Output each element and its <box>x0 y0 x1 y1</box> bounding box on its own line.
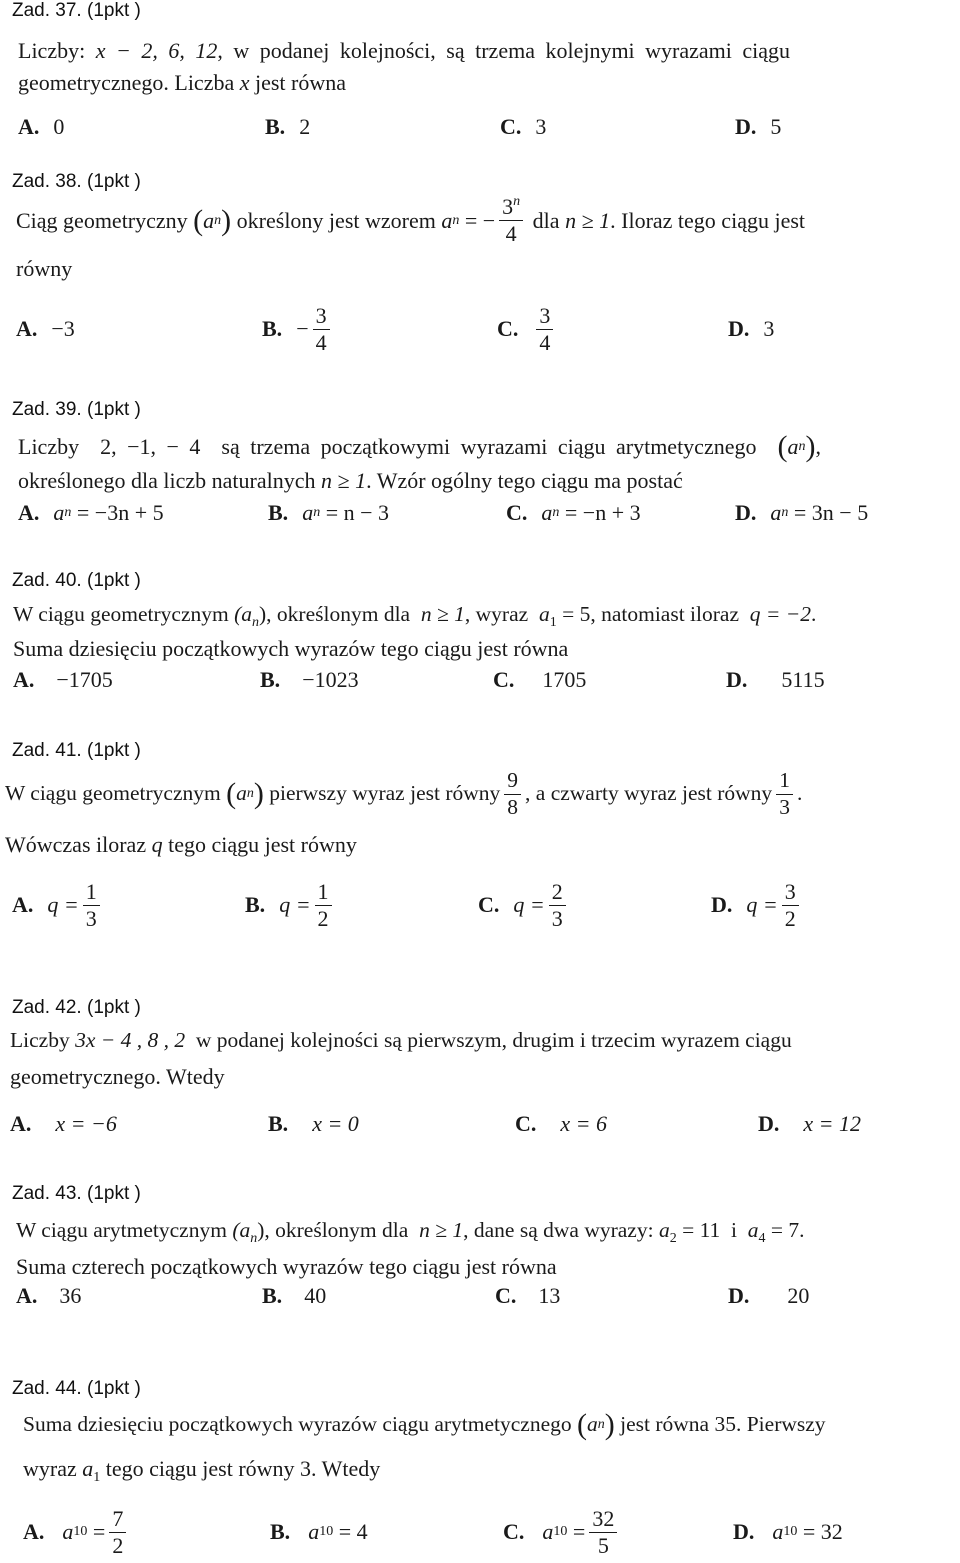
problem-stem: Suma dziesięciu początkowych wyrazów tego ciągu jest równa <box>13 636 569 661</box>
problem-stem: Suma czterech początkowych wyrazów tego ciągu jest równa <box>16 1254 557 1279</box>
answer-option-b[interactable]: B. − $\frac{3}{4}$ <box>262 300 334 358</box>
problem-stem: Liczby: x − 2, 6, 12, w podanej kolejności, są trzema kolejnymi wyrazami ciągu <box>18 38 791 63</box>
answer-option-b[interactable]: B. 2 <box>265 114 311 139</box>
answer-option-c[interactable]: C. x = 6 <box>515 1111 608 1136</box>
answer-option-a[interactable]: A. a n = −3n + 5 <box>18 500 164 525</box>
answer-option-c[interactable]: C. 1705 <box>493 667 587 692</box>
problem-header: Zad. 43. (1pkt ) <box>12 1183 141 1204</box>
answer-option-c[interactable]: C. a 10 = $\frac{32}{5}$ <box>503 1503 621 1561</box>
answer-option-b[interactable]: B. x = 0 <box>268 1111 359 1136</box>
answer-option-a[interactable]: A. 0 <box>18 114 65 139</box>
problem-stem: wyraz $a_1$ tego ciągu jest równy 3. Wtedy <box>23 1456 381 1485</box>
answer-option-b[interactable]: B. 40 <box>262 1283 327 1308</box>
answer-option-d[interactable]: D. 20 <box>728 1283 810 1308</box>
problem-header: Zad. 40. (1pkt ) <box>12 570 141 591</box>
answer-option-a[interactable]: A. −3 <box>16 316 75 341</box>
problem-stem: Wówczas iloraz q tego ciągu jest równy <box>5 832 357 857</box>
answer-option-a[interactable]: A. −1705 <box>13 667 113 692</box>
answer-option-d[interactable]: D. 5115 <box>726 667 825 692</box>
problem-stem: geometrycznego. Liczba x jest równa <box>18 70 347 95</box>
problem-stem: równy <box>16 256 73 281</box>
answer-option-b[interactable]: B. a 10 = 4 <box>270 1519 368 1544</box>
answer-option-a[interactable]: A. q = $\frac{1}{3}$ <box>12 876 104 934</box>
answer-option-a[interactable]: A. 36 <box>16 1283 82 1308</box>
problem-stem: Liczby 2, −1, − 4 są trzema początkowymi wyrazami ciągu arytmetycznego ( a n ) , <box>18 430 821 463</box>
problem-stem: W ciągu geometrycznym ( a n ) pierwszy wyraz jest równy $\frac{9}{8}$ , a czwarty wyraz jest równy $\frac{1}{3}$ . <box>5 768 803 819</box>
problem-header: Zad. 39. (1pkt ) <box>12 399 141 420</box>
problem-stem: geometrycznego. Wtedy <box>10 1064 225 1089</box>
answer-option-d[interactable]: D. 3 <box>728 316 775 341</box>
problem-header: Zad. 38. (1pkt ) <box>12 171 141 192</box>
problem-stem: W ciągu arytmetycznym $(a_n)$, określonym dla n ≥ 1, dane są dwa wyrazy: $a_2 = 11$ i $a_4 = 7$. <box>16 1218 805 1246</box>
answer-option-d[interactable]: D. 5 <box>735 114 782 139</box>
problem-header: Zad. 41. (1pkt ) <box>12 740 141 761</box>
answer-option-b[interactable]: B. a n = n − 3 <box>268 500 390 525</box>
problem-stem: Suma dziesięciu początkowych wyrazów ciągu arytmetycznego ( a n ) jest równa 35. Pierwszy <box>23 1408 826 1441</box>
problem-stem: Ciąg geometryczny ( a n ) określony jest wzorem a n = − $\frac{3^n}{4}$ dla n ≥ 1 . Iloraz tego ciągu jest <box>16 194 806 246</box>
answer-option-c[interactable]: C. $\frac{3}{4}$ <box>497 300 557 358</box>
problem-header: Zad. 37. (1pkt ) <box>12 0 141 21</box>
answer-option-c[interactable]: C. q = $\frac{2}{3}$ <box>478 876 570 934</box>
answer-option-a[interactable]: A. a 10 = $\frac{7}{2}$ <box>23 1503 130 1561</box>
problem-stem: W ciągu geometrycznym $(a_n)$, określonym dla n ≥ 1, wyraz $a_1 = 5$, natomiast iloraz q = −2. <box>13 602 817 630</box>
problem-header: Zad. 42. (1pkt ) <box>12 997 141 1018</box>
answer-option-d[interactable]: D. q = $\frac{3}{2}$ <box>711 876 803 934</box>
answer-option-c[interactable]: C. 13 <box>495 1283 561 1308</box>
answer-option-b[interactable]: B. q = $\frac{1}{2}$ <box>245 876 336 934</box>
answer-option-c[interactable]: C. 3 <box>500 114 547 139</box>
problem-stem: określonego dla liczb naturalnych n ≥ 1. Wzór ogólny tego ciągu ma postać <box>18 468 683 493</box>
problem-header: Zad. 44. (1pkt ) <box>12 1378 141 1399</box>
answer-option-d[interactable]: D. a 10 = 32 <box>733 1519 843 1544</box>
problem-stem: Liczby 3x − 4 , 8 , 2 w podanej kolejności są pierwszym, drugim i trzecim wyrazem ciągu <box>10 1028 792 1052</box>
answer-option-d[interactable]: D. x = 12 <box>758 1111 862 1136</box>
answer-option-c[interactable]: C. a n = −n + 3 <box>506 500 641 525</box>
answer-option-b[interactable]: B. −1023 <box>260 667 359 692</box>
answer-option-d[interactable]: D. a n = 3n − 5 <box>735 500 869 525</box>
answer-option-a[interactable]: A. x = −6 <box>10 1111 117 1136</box>
